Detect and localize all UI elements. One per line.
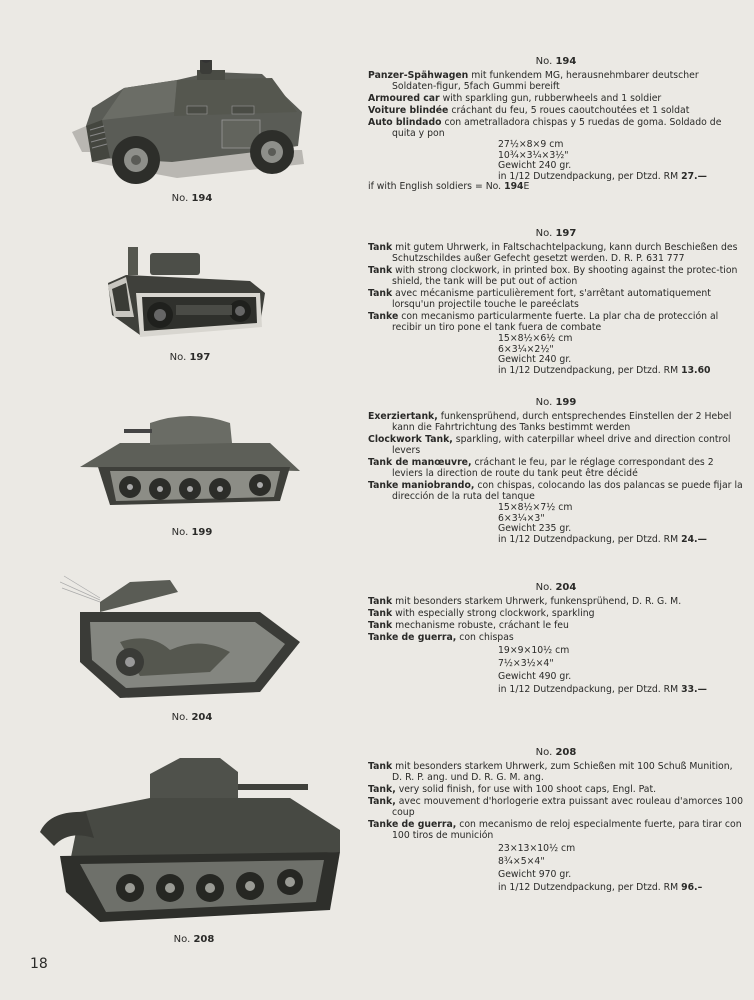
weight: Gewicht 240 gr. <box>498 354 572 365</box>
armoured-car-image <box>72 60 308 190</box>
product-entry-194 <box>368 56 744 193</box>
weight: Gewicht 490 gr. <box>498 671 572 682</box>
description-french: Tank, avec mouvement d'horlogerie extra puissant avec rouleau d'amorces 100 coup <box>368 796 744 818</box>
weight: Gewicht 970 gr. <box>498 869 572 880</box>
dimensions-inch: 8¾×5×4" <box>498 856 545 867</box>
tank-image <box>100 245 270 340</box>
description-english: Armoured car with sparkling gun, rubberwheels and 1 soldier <box>368 93 662 104</box>
dimensions-cm: 27½×8×9 cm <box>498 139 564 150</box>
packing-price: in 1/12 Dutzendpackung, per Dtzd. RM 13.60 <box>498 364 711 376</box>
weight: Gewicht 240 gr. <box>498 160 572 171</box>
price: 96.– <box>681 882 703 893</box>
packing-price: in 1/12 Dutzendpackung, per Dtzd. RM 33.— <box>498 684 707 695</box>
weight: Gewicht 235 gr. <box>498 523 572 534</box>
description-french: Tank de manœuvre, cráchant le feu, par le réglage correspondant des 2 leviers la direction de route du tank peut être décidé <box>368 457 714 479</box>
product-specs <box>498 503 744 545</box>
product-number: No. 204 <box>535 582 577 593</box>
dimensions-inch: 6×3¼×3" <box>498 512 545 524</box>
product-image-197 <box>100 245 270 340</box>
tank-image <box>80 405 300 515</box>
description-french: Voiture blindée cráchant du feu, 5 roues caoutchoutées et 1 soldat <box>368 105 690 116</box>
product-image-208 <box>40 752 360 927</box>
product-number: No. 194 <box>535 56 577 67</box>
dimensions-cm: 19×9×10½ cm <box>498 645 570 656</box>
description-german: Panzer-Spähwagen mit funkendem MG, herausnehmbarer deutscher Soldaten-figur, 5fach Gummi bereift <box>368 70 699 92</box>
description-english: Clockwork Tank, sparkling, with caterpillar wheel drive and direction control levers <box>368 434 731 456</box>
page-number: 18 <box>30 956 48 972</box>
packing-price: in 1/12 Dutzendpackung, per Dtzd. RM 96.– <box>498 882 703 893</box>
description-english: Tank with especially strong clockwork, sparkling <box>368 608 595 619</box>
dimensions-inch: 10¾×3¼×3½" <box>498 149 569 161</box>
dimensions-inch: 7½×3½×4" <box>498 658 554 669</box>
product-specs <box>498 334 744 376</box>
price: 33.— <box>681 684 707 695</box>
description-english: Tank with strong clockwork, in printed box. By shooting against the protec-tion shield, the tank will be put out of action <box>368 265 738 287</box>
product-entry-197 <box>368 228 744 376</box>
price: 27.— <box>681 170 707 182</box>
product-caption-197: No. 197 <box>169 352 211 363</box>
tank-image <box>40 752 360 927</box>
description-german: Tank mit gutem Uhrwerk, in Faltschachtelpackung, kann durch Beschießen des Schutzschildes außer Gefecht gesetzt werden. D. R. P. 631 777 <box>368 242 738 264</box>
packing-price: in 1/12 Dutzendpackung, per Dtzd. RM 24.— <box>498 533 707 545</box>
product-caption-194: No. 194 <box>171 193 213 204</box>
product-caption-199: No. 199 <box>171 527 213 538</box>
product-number: No. 197 <box>535 228 577 239</box>
tank-image <box>60 572 305 702</box>
product-specs <box>498 842 744 894</box>
description-spanish: Tanke con mecanismo particularmente fuerte. La plar cha de protección al recibir un tiro pone el tank fuera de combate <box>368 311 719 333</box>
description-spanish: Auto blindado con ametralladora chispas y 5 ruedas de goma. Soldado de quita y pon <box>368 117 722 139</box>
price: 24.— <box>681 533 707 545</box>
dimensions-cm: 15×8½×6½ cm <box>498 333 573 344</box>
product-specs <box>498 644 744 696</box>
dimensions-inch: 6×3¼×2½" <box>498 343 554 355</box>
dimensions-cm: 23×13×10½ cm <box>498 843 576 854</box>
description-german: Exerziertank, funkensprühend, durch entsprechendes Einstellen der 2 Hebel kann die Fahrtrichtung des Tanks bestimmt werden <box>368 411 732 433</box>
product-image-204 <box>60 572 305 702</box>
description-french: Tank avec mécanisme particulièrement fort, s'arrêtant automatiquement lorsqu'un projectile touche le pareéclats <box>368 288 711 310</box>
product-caption-208: No. 208 <box>173 934 215 945</box>
price: 13.60 <box>681 364 711 376</box>
product-image-194 <box>72 60 308 190</box>
product-image-199 <box>80 405 300 515</box>
product-caption-204: No. 204 <box>171 712 213 723</box>
description-english: Tank, very solid finish, for use with 100 shoot caps, Engl. Pat. <box>368 784 657 795</box>
description-spanish: Tanke de guerra, con mecanismo de reloj especialmente fuerte, para tirar con 100 tiros de munición <box>368 819 742 841</box>
product-specs <box>368 139 744 193</box>
product-number: No. 208 <box>535 747 577 758</box>
description-german: Tank mit besonders starkem Uhrwerk, funkensprühend, D. R. G. M. <box>368 596 682 607</box>
product-entry-199 <box>368 397 744 545</box>
description-spanish: Tanke maniobrando, con chispas, colocando las dos palancas se puede fijar la dirección de la ruta del tanque <box>368 480 743 502</box>
description-french: Tank mechanisme robuste, cráchant le feu <box>368 620 569 631</box>
product-number: No. 199 <box>535 397 577 408</box>
variant-note: if with English soldiers = No. 194E <box>368 181 530 192</box>
product-entry-204 <box>368 582 744 696</box>
product-entry-208 <box>368 747 744 894</box>
packing-price: in 1/12 Dutzendpackung, per Dtzd. RM 27.— <box>498 170 707 182</box>
description-spanish: Tanke de guerra, con chispas <box>368 632 514 643</box>
dimensions-cm: 15×8½×7½ cm <box>498 502 573 513</box>
description-german: Tank mit besonders starkem Uhrwerk, zum Schießen mit 100 Schuß Munition, D. R. P. ang. und D. R. G. M. ang. <box>368 761 733 783</box>
